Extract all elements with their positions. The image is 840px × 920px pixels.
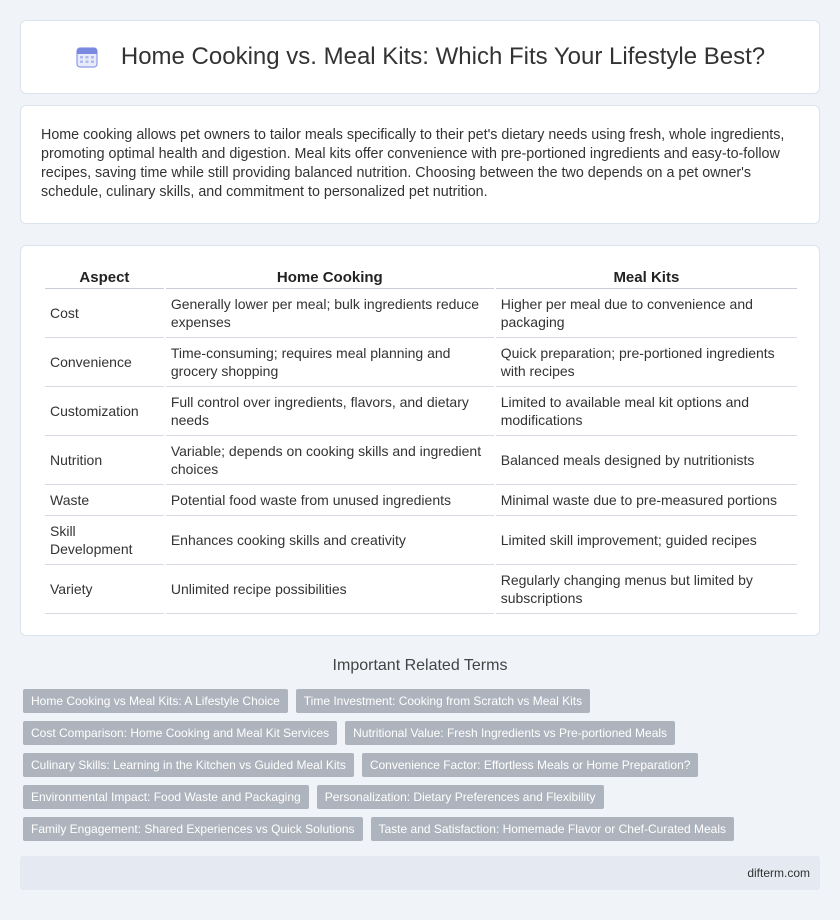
related-term-tag[interactable]: Personalization: Dietary Preferences and Flexibility (317, 785, 604, 809)
aspect-cell: Waste (45, 485, 164, 516)
table-row (45, 436, 797, 485)
aspect-cell: Convenience (45, 338, 164, 387)
comparison-table (43, 264, 799, 614)
table-row (45, 516, 797, 565)
meal-kits-cell: Higher per meal due to convenience and packaging (496, 289, 797, 338)
aspect-cell: Customization (45, 387, 164, 436)
column-header-home-cooking: Home Cooking (166, 264, 494, 289)
related-term-tag[interactable]: Time Investment: Cooking from Scratch vs Meal Kits (296, 689, 590, 713)
table-row (45, 565, 797, 614)
meal-kits-cell: Regularly changing menus but limited by subscriptions (496, 565, 797, 614)
table-row (45, 289, 797, 338)
meal-kits-cell: Limited to available meal kit options and modifications (496, 387, 797, 436)
aspect-cell: Skill Development (45, 516, 164, 565)
aspect-cell: Cost (45, 289, 164, 338)
comparison-table-card (20, 245, 820, 636)
table-row (45, 387, 797, 436)
footer-site-link[interactable]: difterm.com (747, 866, 810, 880)
home-cooking-cell: Generally lower per meal; bulk ingredients reduce expenses (166, 289, 494, 338)
related-term-tag[interactable]: Taste and Satisfaction: Homemade Flavor or Chef-Curated Meals (371, 817, 735, 841)
footer (20, 856, 820, 890)
meal-kits-cell: Balanced meals designed by nutritionists (496, 436, 797, 485)
column-header-meal-kits: Meal Kits (496, 264, 797, 289)
home-cooking-cell: Potential food waste from unused ingredients (166, 485, 494, 516)
related-term-tag[interactable]: Cost Comparison: Home Cooking and Meal Kit Services (23, 721, 337, 745)
home-cooking-cell: Time-consuming; requires meal planning and grocery shopping (166, 338, 494, 387)
aspect-cell: Nutrition (45, 436, 164, 485)
table-row (45, 338, 797, 387)
related-term-tag[interactable]: Culinary Skills: Learning in the Kitchen vs Guided Meal Kits (23, 753, 354, 777)
page-title: Home Cooking vs. Meal Kits: Which Fits Your Lifestyle Best? (120, 43, 766, 70)
related-term-tag[interactable]: Nutritional Value: Fresh Ingredients vs Pre-portioned Meals (345, 721, 675, 745)
related-term-tag[interactable]: Home Cooking vs Meal Kits: A Lifestyle Choice (23, 689, 288, 713)
related-term-tag[interactable]: Family Engagement: Shared Experiences vs Quick Solutions (23, 817, 363, 841)
related-term-tag[interactable]: Environmental Impact: Food Waste and Packaging (23, 785, 309, 809)
related-terms-heading: Important Related Terms (332, 657, 508, 674)
related-term-tag[interactable]: Convenience Factor: Effortless Meals or Home Preparation? (362, 753, 699, 777)
home-cooking-cell: Unlimited recipe possibilities (166, 565, 494, 614)
column-header-aspect: Aspect (45, 264, 164, 289)
aspect-cell: Variety (45, 565, 164, 614)
meal-kits-cell: Quick preparation; pre-portioned ingredients with recipes (496, 338, 797, 387)
home-cooking-cell: Variable; depends on cooking skills and ingredient choices (166, 436, 494, 485)
title-card (20, 20, 820, 94)
meal-kits-cell: Minimal waste due to pre-measured portions (496, 485, 797, 516)
meal-kits-cell: Limited skill improvement; guided recipes (496, 516, 797, 565)
calendar-icon (75, 45, 99, 69)
related-terms-list (23, 689, 823, 849)
home-cooking-cell: Enhances cooking skills and creativity (166, 516, 494, 565)
intro-text: Home cooking allows pet owners to tailor meals specifically to their pet's dietary needs using fresh, whole ingredients, promoting optimal health and digestion. Meal kits offer convenience with pre-portioned ingredients and easy-to-follow recipes, saving time while still providing balanced nutrition. Choosing between the two depends on a pet owner's schedule, culinary skills, and commitment to personalized pet nutrition. (41, 127, 785, 200)
intro-card (20, 105, 820, 224)
table-row (45, 485, 797, 516)
home-cooking-cell: Full control over ingredients, flavors, and dietary needs (166, 387, 494, 436)
